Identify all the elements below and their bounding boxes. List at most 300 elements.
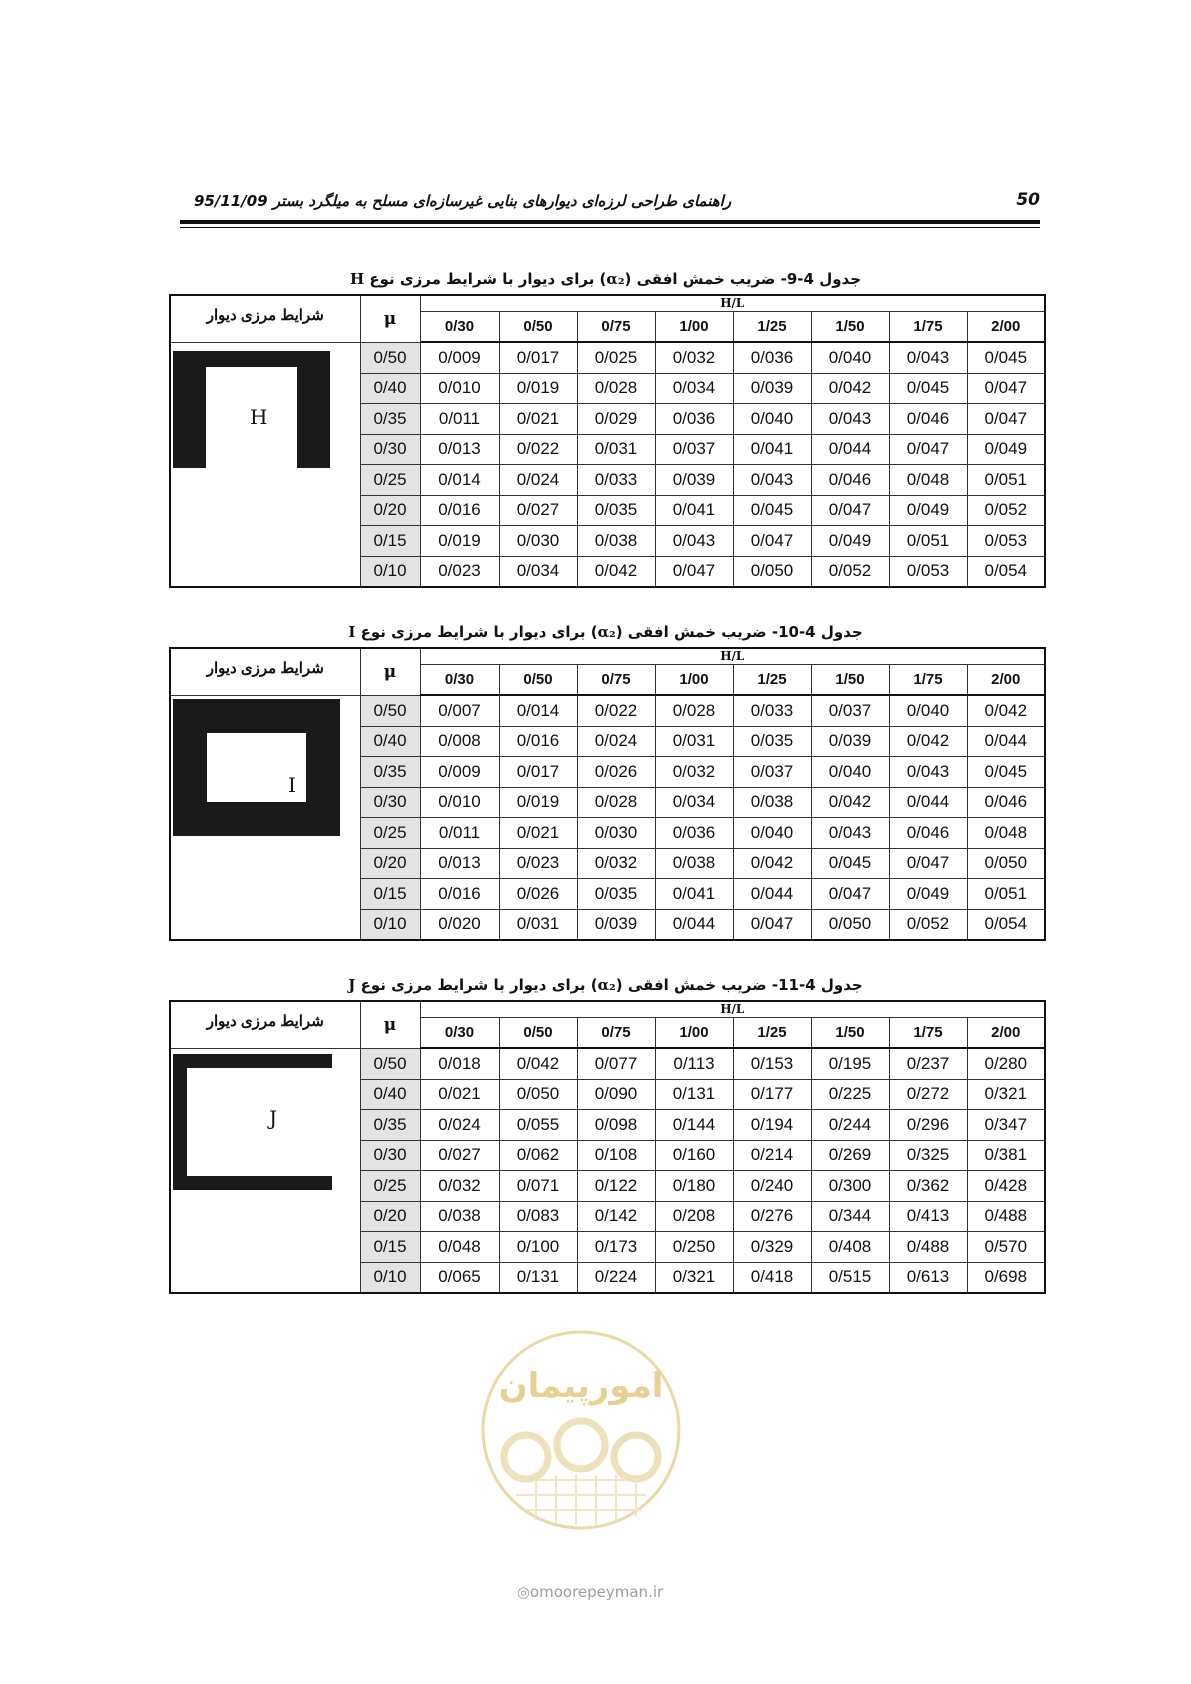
coefficient-value: 0/045 <box>967 342 1045 373</box>
boundary-diagram-cell <box>170 1048 360 1293</box>
table-number: 4-9- <box>780 270 814 288</box>
mu-value: 0/10 <box>360 556 420 587</box>
hl-value: 1/75 <box>889 665 967 696</box>
hl-header: H/L <box>420 1001 1045 1018</box>
mu-value: 0/35 <box>360 404 420 435</box>
coefficient-value: 0/090 <box>577 1079 655 1110</box>
coefficient-value: 0/010 <box>420 787 499 818</box>
coefficient-value: 0/014 <box>499 695 577 726</box>
caption-suffix: ) برای دیوار با شرایط مرزی نوع <box>355 976 598 994</box>
coefficient-value: 0/031 <box>499 909 577 940</box>
hl-value: 0/50 <box>499 312 577 343</box>
hl-value: 2/00 <box>967 665 1045 696</box>
wall-diagram-j <box>173 1054 332 1190</box>
mu-value: 0/15 <box>360 1232 420 1263</box>
coefficient-value: 0/108 <box>577 1140 655 1171</box>
header-rule <box>180 220 1040 224</box>
coefficient-value: 0/083 <box>499 1201 577 1232</box>
coefficient-value: 0/030 <box>577 818 655 849</box>
coefficient-value: 0/028 <box>577 787 655 818</box>
caption-prefix: جدول <box>819 270 862 288</box>
coefficient-value: 0/020 <box>420 909 499 940</box>
coefficient-value: 0/030 <box>499 526 577 557</box>
hl-value: 1/50 <box>811 312 889 343</box>
coefficient-value: 0/051 <box>889 526 967 557</box>
coefficient-value: 0/250 <box>655 1232 733 1263</box>
coefficient-value: 0/050 <box>499 1079 577 1110</box>
watermark-logo-icon <box>476 1325 686 1535</box>
coefficient-value: 0/408 <box>811 1232 889 1263</box>
mu-value: 0/30 <box>360 434 420 465</box>
table-row <box>170 695 1045 726</box>
boundary-type: J <box>348 976 356 994</box>
coefficient-value: 0/325 <box>889 1140 967 1171</box>
coefficient-value: 0/043 <box>655 526 733 557</box>
coefficient-value: 0/051 <box>967 465 1045 496</box>
coefficient-value: 0/018 <box>420 1048 499 1079</box>
header-row <box>170 648 1045 665</box>
coefficient-value: 0/321 <box>655 1262 733 1293</box>
hl-value: 1/25 <box>733 1018 811 1049</box>
mu-value: 0/25 <box>360 818 420 849</box>
hl-value: 0/75 <box>577 665 655 696</box>
coefficient-value: 0/027 <box>499 495 577 526</box>
coefficient-value: 0/240 <box>733 1171 811 1202</box>
coefficient-value: 0/010 <box>420 373 499 404</box>
coefficient-value: 0/122 <box>577 1171 655 1202</box>
wall-label: H <box>250 404 268 429</box>
coefficient-value: 0/488 <box>889 1232 967 1263</box>
hl-value: 1/25 <box>733 665 811 696</box>
mu-value: 0/50 <box>360 695 420 726</box>
coefficient-value: 0/049 <box>889 495 967 526</box>
coefficient-value: 0/016 <box>420 495 499 526</box>
coefficient-value: 0/040 <box>811 757 889 788</box>
coefficient-value: 0/024 <box>499 465 577 496</box>
hl-value: 1/25 <box>733 312 811 343</box>
boundary-diagram-cell <box>170 695 360 940</box>
coefficient-value: 0/032 <box>577 848 655 879</box>
coefficient-value: 0/413 <box>889 1201 967 1232</box>
mu-value: 0/15 <box>360 879 420 910</box>
coefficient-value: 0/347 <box>967 1110 1045 1141</box>
coefficient-value: 0/019 <box>499 373 577 404</box>
coefficient-value: 0/035 <box>577 495 655 526</box>
hl-value: 2/00 <box>967 1018 1045 1049</box>
hl-value: 1/00 <box>655 1018 733 1049</box>
table-block-j <box>169 970 1042 1294</box>
coefficient-value: 0/071 <box>499 1171 577 1202</box>
watermark-stamp <box>476 1325 686 1535</box>
coefficient-value: 0/043 <box>889 757 967 788</box>
coefficient-value: 0/613 <box>889 1262 967 1293</box>
coefficient-value: 0/173 <box>577 1232 655 1263</box>
hl-header: H/L <box>420 295 1045 312</box>
coefficient-value: 0/013 <box>420 848 499 879</box>
coefficient-value: 0/029 <box>577 404 655 435</box>
coefficient-value: 0/048 <box>420 1232 499 1263</box>
coefficient-value: 0/024 <box>577 726 655 757</box>
coefficient-value: 0/026 <box>499 879 577 910</box>
mu-value: 0/10 <box>360 1262 420 1293</box>
table-row <box>170 1048 1045 1079</box>
coefficient-value: 0/042 <box>499 1048 577 1079</box>
coefficient-value: 0/050 <box>967 848 1045 879</box>
mu-header: μ <box>360 295 420 342</box>
coefficient-value: 0/428 <box>967 1171 1045 1202</box>
coefficient-value: 0/027 <box>420 1140 499 1171</box>
table-caption <box>169 970 1042 1000</box>
coefficient-value: 0/009 <box>420 342 499 373</box>
coefficient-value: 0/024 <box>420 1110 499 1141</box>
coefficient-value: 0/047 <box>967 373 1045 404</box>
coefficient-value: 0/052 <box>811 556 889 587</box>
caption-suffix: ) برای دیوار با شرایط مرزی نوع <box>355 623 598 641</box>
mu-value: 0/40 <box>360 373 420 404</box>
caption-suffix: ) برای دیوار با شرایط مرزی نوع <box>364 270 607 288</box>
coefficient-value: 0/042 <box>889 726 967 757</box>
coefficient-value: 0/077 <box>577 1048 655 1079</box>
coefficient-value: 0/042 <box>733 848 811 879</box>
coefficient-value: 0/038 <box>655 848 733 879</box>
coefficient-value: 0/131 <box>499 1262 577 1293</box>
coefficient-value: 0/047 <box>733 909 811 940</box>
coefficient-value: 0/033 <box>733 695 811 726</box>
header-row <box>170 295 1045 312</box>
coefficient-value: 0/055 <box>499 1110 577 1141</box>
mu-value: 0/20 <box>360 495 420 526</box>
alpha-symbol: α₂ <box>597 976 616 994</box>
coefficient-value: 0/039 <box>811 726 889 757</box>
coefficient-value: 0/034 <box>655 373 733 404</box>
coefficient-value: 0/041 <box>733 434 811 465</box>
coefficient-value: 0/036 <box>655 818 733 849</box>
coefficient-value: 0/047 <box>655 556 733 587</box>
coefficient-value: 0/035 <box>577 879 655 910</box>
boundary-type: I <box>348 623 356 641</box>
coefficient-value: 0/144 <box>655 1110 733 1141</box>
coefficient-value: 0/194 <box>733 1110 811 1141</box>
mu-value: 0/25 <box>360 465 420 496</box>
coefficient-value: 0/296 <box>889 1110 967 1141</box>
coefficient-value: 0/042 <box>811 787 889 818</box>
caption-text: ضریب خمش افقی ( <box>624 270 781 288</box>
coefficient-value: 0/023 <box>499 848 577 879</box>
coefficient-value: 0/042 <box>577 556 655 587</box>
hl-value: 1/50 <box>811 1018 889 1049</box>
caption-prefix: جدول <box>820 976 863 994</box>
page-number: 50 <box>1016 190 1040 210</box>
hl-value: 0/50 <box>499 1018 577 1049</box>
coefficient-value: 0/019 <box>499 787 577 818</box>
table-row <box>170 342 1045 373</box>
coefficient-value: 0/011 <box>420 818 499 849</box>
mu-value: 0/40 <box>360 1079 420 1110</box>
hl-value: 0/30 <box>420 665 499 696</box>
table-block-i <box>169 617 1042 941</box>
coefficient-value: 0/100 <box>499 1232 577 1263</box>
coefficient-value: 0/040 <box>733 404 811 435</box>
mu-value: 0/30 <box>360 787 420 818</box>
coefficient-value: 0/021 <box>499 404 577 435</box>
mu-value: 0/10 <box>360 909 420 940</box>
coefficient-value: 0/046 <box>967 787 1045 818</box>
coefficient-value: 0/045 <box>967 757 1045 788</box>
mu-value: 0/35 <box>360 1110 420 1141</box>
coefficient-value: 0/237 <box>889 1048 967 1079</box>
coefficient-value: 0/033 <box>577 465 655 496</box>
coefficient-value: 0/098 <box>577 1110 655 1141</box>
coefficient-value: 0/037 <box>811 695 889 726</box>
wall-label: J <box>269 1105 278 1130</box>
hl-value: 0/75 <box>577 1018 655 1049</box>
alpha-symbol: α₂ <box>606 270 625 288</box>
hl-value: 1/75 <box>889 1018 967 1049</box>
coefficient-value: 0/049 <box>889 879 967 910</box>
watermark-logo-text: امورپیمان <box>498 1366 664 1406</box>
coefficient-value: 0/039 <box>655 465 733 496</box>
coefficient-value: 0/011 <box>420 404 499 435</box>
mu-value: 0/50 <box>360 342 420 373</box>
coefficient-value: 0/049 <box>967 434 1045 465</box>
coefficient-value: 0/035 <box>733 726 811 757</box>
mu-value: 0/30 <box>360 1140 420 1171</box>
hl-value: 0/50 <box>499 665 577 696</box>
coefficient-value: 0/036 <box>733 342 811 373</box>
coefficient-value: 0/040 <box>889 695 967 726</box>
coefficient-value: 0/321 <box>967 1079 1045 1110</box>
coefficient-value: 0/113 <box>655 1048 733 1079</box>
coefficient-value: 0/007 <box>420 695 499 726</box>
coefficient-value: 0/053 <box>967 526 1045 557</box>
hl-value: 1/00 <box>655 665 733 696</box>
coefficient-value: 0/276 <box>733 1201 811 1232</box>
table-block-h <box>169 264 1042 588</box>
coefficient-value: 0/329 <box>733 1232 811 1263</box>
coefficient-value: 0/515 <box>811 1262 889 1293</box>
coefficient-table <box>169 1000 1046 1294</box>
hl-value: 1/00 <box>655 312 733 343</box>
running-title-text: راهنمای طراحی لرزه‌ای دیوارهای بنایی غیرسازه‌ای مسلح به میلگرد بستر <box>272 192 732 210</box>
coefficient-value: 0/037 <box>655 434 733 465</box>
coefficient-value: 0/050 <box>811 909 889 940</box>
coefficient-value: 0/044 <box>733 879 811 910</box>
mu-header: μ <box>360 648 420 695</box>
coefficient-value: 0/362 <box>889 1171 967 1202</box>
boundary-type: H <box>349 270 365 288</box>
coefficient-value: 0/028 <box>577 373 655 404</box>
coefficient-value: 0/043 <box>733 465 811 496</box>
coefficient-value: 0/046 <box>889 404 967 435</box>
wall-label: I <box>288 772 296 797</box>
coefficient-value: 0/570 <box>967 1232 1045 1263</box>
hl-value: 2/00 <box>967 312 1045 343</box>
coefficient-value: 0/016 <box>499 726 577 757</box>
coefficient-table <box>169 294 1046 588</box>
header-date: 95/11/09 <box>194 192 268 210</box>
coefficient-value: 0/043 <box>811 818 889 849</box>
coefficient-value: 0/032 <box>655 757 733 788</box>
page-header <box>180 190 1040 230</box>
coefficient-value: 0/034 <box>655 787 733 818</box>
mu-value: 0/15 <box>360 526 420 557</box>
hl-value: 1/75 <box>889 312 967 343</box>
coefficient-value: 0/022 <box>577 695 655 726</box>
caption-text: ضریب خمش افقی ( <box>615 623 772 641</box>
coefficient-value: 0/272 <box>889 1079 967 1110</box>
coefficient-value: 0/065 <box>420 1262 499 1293</box>
coefficient-value: 0/044 <box>889 787 967 818</box>
coefficient-value: 0/054 <box>967 556 1045 587</box>
coefficient-value: 0/026 <box>577 757 655 788</box>
coefficient-value: 0/131 <box>655 1079 733 1110</box>
caption-text: ضریب خمش افقی ( <box>615 976 772 994</box>
coefficient-value: 0/195 <box>811 1048 889 1079</box>
coefficient-value: 0/031 <box>577 434 655 465</box>
coefficient-value: 0/044 <box>811 434 889 465</box>
coefficient-value: 0/046 <box>811 465 889 496</box>
coefficient-value: 0/021 <box>420 1079 499 1110</box>
hl-value: 0/30 <box>420 312 499 343</box>
coefficient-value: 0/045 <box>889 373 967 404</box>
coefficient-value: 0/016 <box>420 879 499 910</box>
coefficient-value: 0/048 <box>967 818 1045 849</box>
hl-value: 1/50 <box>811 665 889 696</box>
coefficient-value: 0/049 <box>811 526 889 557</box>
wall-diagram-h <box>173 351 330 468</box>
coefficient-value: 0/037 <box>733 757 811 788</box>
coefficient-value: 0/034 <box>499 556 577 587</box>
coefficient-value: 0/062 <box>499 1140 577 1171</box>
caption-prefix: جدول <box>820 623 863 641</box>
coefficient-value: 0/044 <box>655 909 733 940</box>
coefficient-value: 0/039 <box>733 373 811 404</box>
mu-value: 0/40 <box>360 726 420 757</box>
watermark-website: ◎omoorepeyman.ir <box>516 1583 664 1601</box>
boundary-condition-header: شرایط مرزی دیوار <box>170 648 360 695</box>
coefficient-value: 0/045 <box>811 848 889 879</box>
coefficient-value: 0/040 <box>811 342 889 373</box>
coefficient-value: 0/040 <box>733 818 811 849</box>
coefficient-value: 0/038 <box>420 1201 499 1232</box>
coefficient-value: 0/014 <box>420 465 499 496</box>
coefficient-value: 0/022 <box>499 434 577 465</box>
coefficient-value: 0/044 <box>967 726 1045 757</box>
coefficient-value: 0/047 <box>967 404 1045 435</box>
coefficient-value: 0/047 <box>889 434 967 465</box>
mu-header: μ <box>360 1001 420 1048</box>
coefficient-value: 0/048 <box>889 465 967 496</box>
coefficient-value: 0/050 <box>733 556 811 587</box>
coefficient-value: 0/244 <box>811 1110 889 1141</box>
coefficient-value: 0/142 <box>577 1201 655 1232</box>
table-number: 4-10- <box>771 623 816 641</box>
coefficient-value: 0/160 <box>655 1140 733 1171</box>
coefficient-value: 0/038 <box>577 526 655 557</box>
coefficient-value: 0/046 <box>889 818 967 849</box>
alpha-symbol: α₂ <box>597 623 616 641</box>
coefficient-value: 0/036 <box>655 404 733 435</box>
mu-value: 0/20 <box>360 848 420 879</box>
table-number: 4-11- <box>771 976 816 994</box>
coefficient-value: 0/032 <box>420 1171 499 1202</box>
header-rule-thin <box>180 227 1040 228</box>
coefficient-value: 0/017 <box>499 342 577 373</box>
mu-value: 0/20 <box>360 1201 420 1232</box>
coefficient-value: 0/053 <box>889 556 967 587</box>
coefficient-value: 0/031 <box>655 726 733 757</box>
coefficient-value: 0/025 <box>577 342 655 373</box>
hl-value: 0/75 <box>577 312 655 343</box>
coefficient-value: 0/043 <box>889 342 967 373</box>
boundary-condition-header: شرایط مرزی دیوار <box>170 1001 360 1048</box>
coefficient-value: 0/008 <box>420 726 499 757</box>
coefficient-value: 0/051 <box>967 879 1045 910</box>
running-title <box>180 192 731 210</box>
coefficient-table <box>169 647 1046 941</box>
mu-value: 0/35 <box>360 757 420 788</box>
coefficient-value: 0/021 <box>499 818 577 849</box>
coefficient-value: 0/280 <box>967 1048 1045 1079</box>
mu-value: 0/50 <box>360 1048 420 1079</box>
coefficient-value: 0/013 <box>420 434 499 465</box>
hl-value: 0/30 <box>420 1018 499 1049</box>
coefficient-value: 0/300 <box>811 1171 889 1202</box>
coefficient-value: 0/381 <box>967 1140 1045 1171</box>
mu-value: 0/25 <box>360 1171 420 1202</box>
coefficient-value: 0/054 <box>967 909 1045 940</box>
coefficient-value: 0/042 <box>967 695 1045 726</box>
coefficient-value: 0/047 <box>811 879 889 910</box>
coefficient-value: 0/045 <box>733 495 811 526</box>
coefficient-value: 0/039 <box>577 909 655 940</box>
coefficient-value: 0/052 <box>889 909 967 940</box>
coefficient-value: 0/224 <box>577 1262 655 1293</box>
coefficient-value: 0/488 <box>967 1201 1045 1232</box>
coefficient-value: 0/698 <box>967 1262 1045 1293</box>
coefficient-value: 0/023 <box>420 556 499 587</box>
coefficient-value: 0/038 <box>733 787 811 818</box>
coefficient-value: 0/047 <box>733 526 811 557</box>
coefficient-value: 0/208 <box>655 1201 733 1232</box>
coefficient-value: 0/047 <box>811 495 889 526</box>
coefficient-value: 0/019 <box>420 526 499 557</box>
website-text: omoorepeyman.ir <box>529 1583 664 1601</box>
hl-header: H/L <box>420 648 1045 665</box>
boundary-condition-header: شرایط مرزی دیوار <box>170 295 360 342</box>
coefficient-value: 0/052 <box>967 495 1045 526</box>
coefficient-value: 0/214 <box>733 1140 811 1171</box>
coefficient-value: 0/041 <box>655 879 733 910</box>
coefficient-value: 0/225 <box>811 1079 889 1110</box>
coefficient-value: 0/028 <box>655 695 733 726</box>
table-caption <box>169 617 1042 647</box>
wall-diagram-i <box>173 699 340 836</box>
coefficient-value: 0/041 <box>655 495 733 526</box>
coefficient-value: 0/047 <box>889 848 967 879</box>
coefficient-value: 0/180 <box>655 1171 733 1202</box>
table-caption <box>169 264 1042 294</box>
coefficient-value: 0/153 <box>733 1048 811 1079</box>
coefficient-value: 0/043 <box>811 404 889 435</box>
coefficient-value: 0/177 <box>733 1079 811 1110</box>
header-row <box>170 1001 1045 1018</box>
coefficient-value: 0/344 <box>811 1201 889 1232</box>
coefficient-value: 0/032 <box>655 342 733 373</box>
coefficient-value: 0/418 <box>733 1262 811 1293</box>
coefficient-value: 0/042 <box>811 373 889 404</box>
boundary-diagram-cell <box>170 342 360 587</box>
